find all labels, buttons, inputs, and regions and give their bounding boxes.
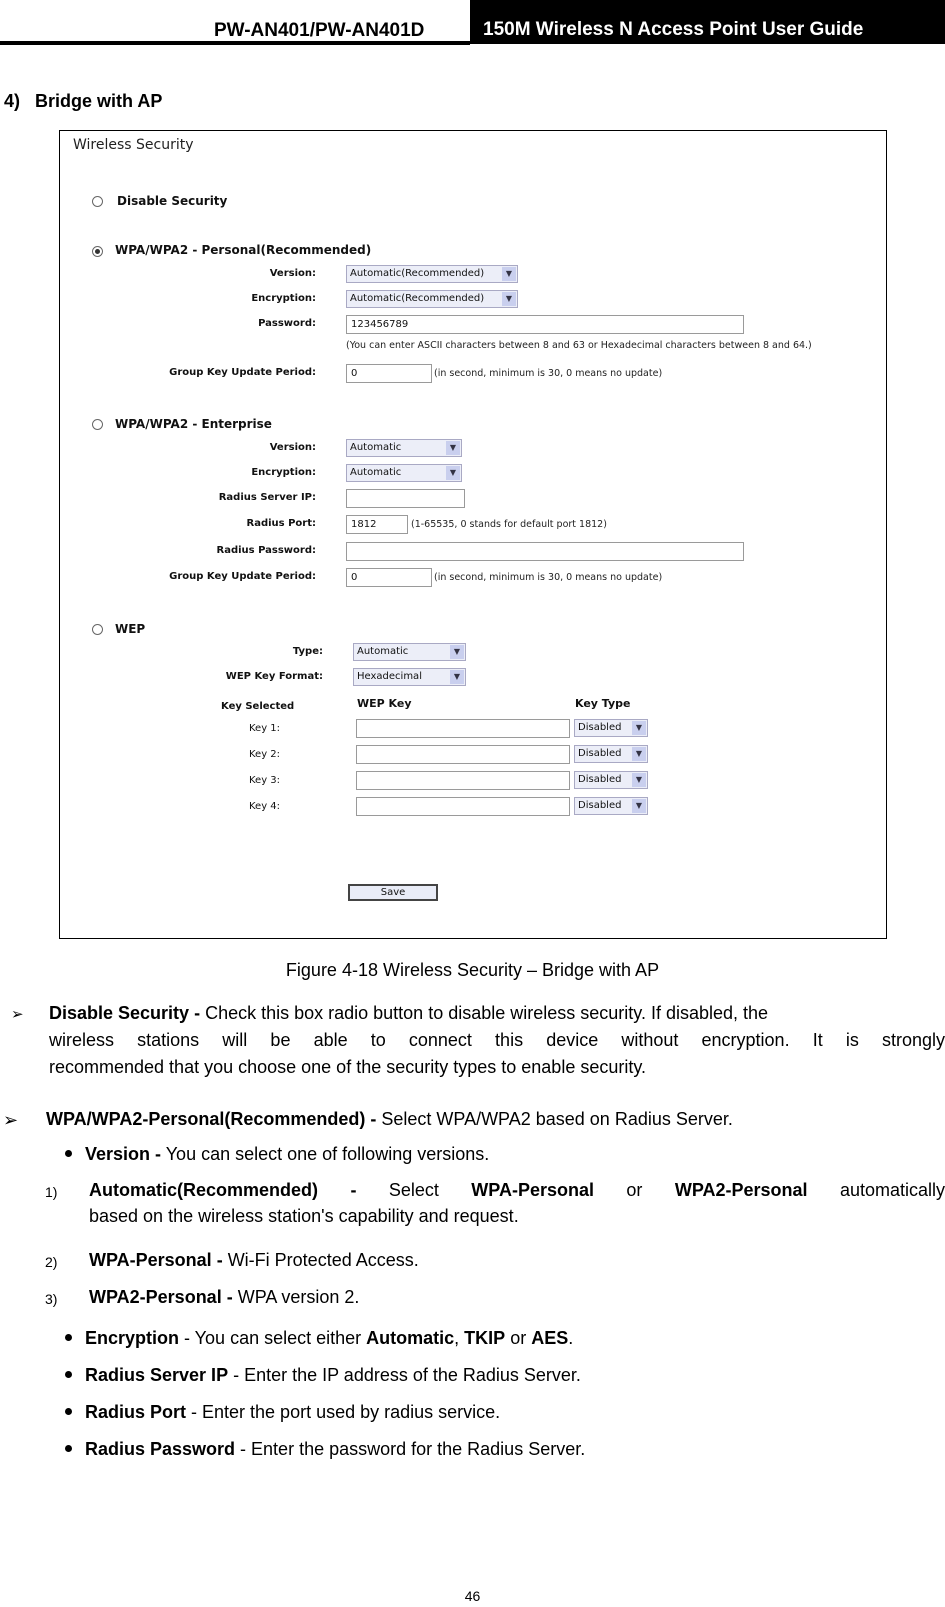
version-term: Version -: [85, 1144, 162, 1164]
disable-security-label: Disable Security: [117, 194, 228, 208]
personal-group-key-label: Group Key Update Period:: [169, 367, 316, 378]
key-type-value: Disabled: [578, 722, 622, 733]
encryption-para: [85, 1325, 573, 1351]
chevron-down-icon: ▼: [450, 670, 464, 684]
enterprise-encryption-value: Automatic: [350, 467, 402, 478]
wpa-personal-item-term: WPA-Personal -: [89, 1250, 223, 1270]
chevron-down-icon: ▼: [450, 645, 464, 659]
header-product-name: PW-AN401/PW-AN401D: [214, 20, 425, 41]
automatic-text: automatically: [807, 1180, 945, 1200]
key-type-select[interactable]: [574, 771, 648, 789]
key-type-select[interactable]: [574, 719, 648, 737]
encryption-text: - You can select either: [179, 1328, 367, 1348]
personal-encryption-select[interactable]: [346, 290, 518, 308]
wpa-enterprise-radio[interactable]: [92, 419, 103, 430]
radius-port-term: Radius Port: [85, 1402, 187, 1422]
automatic-para-line2: based on the wireless station's capability and request.: [89, 1206, 519, 1226]
radius-server-ip-label: Radius Server IP:: [218, 492, 316, 503]
aes-keyword: AES: [531, 1328, 569, 1348]
wpa2-personal-item-term: WPA2-Personal -: [89, 1287, 233, 1307]
automatic-para-line1: [89, 1177, 945, 1203]
key-type-value: Disabled: [578, 800, 622, 811]
enterprise-version-select[interactable]: [346, 439, 462, 457]
personal-encryption-value: Automatic(Recommended): [350, 293, 485, 304]
key-type-value: Disabled: [578, 774, 622, 785]
bullet-dot-icon: [65, 1150, 72, 1157]
enterprise-group-key-label: Group Key Update Period:: [169, 571, 316, 582]
wep-type-label: Type:: [292, 646, 323, 657]
wpa2-personal-item: [89, 1284, 359, 1310]
radius-server-ip-input[interactable]: [346, 489, 465, 508]
radius-port-hint: (1-65535, 0 stands for default port 1812): [411, 519, 607, 530]
radius-password-text: - Enter the password for the Radius Server.: [235, 1439, 586, 1459]
wpa-enterprise-label: WPA/WPA2 - Enterprise: [115, 417, 272, 431]
wpa-personal-item-text: Wi-Fi Protected Access.: [222, 1250, 419, 1270]
wpa-personal-para: [46, 1106, 733, 1132]
disable-security-text: Check this box radio button to disable wireless security. If disabled, the: [200, 1003, 769, 1023]
personal-password-label: Password:: [258, 318, 316, 329]
enterprise-version-value: Automatic: [350, 442, 402, 453]
chevron-down-icon: ▼: [632, 721, 646, 735]
disable-security-para-line1: [49, 1000, 945, 1026]
wep-key-input[interactable]: [356, 797, 570, 816]
key-label: Key 2:: [249, 749, 281, 760]
key-selected-header: Key Selected: [221, 701, 295, 712]
personal-group-key-input[interactable]: 0: [346, 364, 432, 383]
wep-key-column-header: WEP Key: [357, 697, 412, 710]
wpa-personal-term: WPA/WPA2-Personal(Recommended) -: [46, 1109, 377, 1129]
automatic-keyword: Automatic: [366, 1328, 455, 1348]
bullet-dot-icon: [65, 1371, 72, 1378]
wep-label: WEP: [115, 622, 146, 636]
radius-server-ip-term: Radius Server IP: [85, 1365, 229, 1385]
key-type-column-header: Key Type: [575, 697, 631, 710]
section-title: 4) Bridge with AP: [4, 91, 163, 111]
version-text: You can select one of following versions.: [161, 1144, 490, 1164]
wep-key-format-label: WEP Key Format:: [225, 671, 323, 682]
disable-security-radio[interactable]: [92, 196, 103, 207]
wep-key-format-select[interactable]: [353, 668, 466, 686]
wpa-personal-label: WPA/WPA2 - Personal(Recommended): [115, 243, 372, 257]
key-label: Key 4:: [249, 801, 281, 812]
personal-encryption-label: Encryption:: [251, 293, 316, 304]
chevron-down-icon: ▼: [632, 773, 646, 787]
radius-port-text: - Enter the port used by radius service.: [186, 1402, 501, 1422]
item-number: 1): [45, 1184, 58, 1200]
item-number: 3): [45, 1291, 58, 1307]
radius-server-ip-text: - Enter the IP address of the Radius Server.: [228, 1365, 581, 1385]
automatic-text: or: [593, 1180, 675, 1200]
automatic-term: Automatic(Recommended) -: [89, 1180, 357, 1200]
header-guide-title: 150M Wireless N Access Point User Guide: [470, 0, 945, 44]
encryption-text: ,: [454, 1328, 465, 1348]
wpa-personal-radio[interactable]: [92, 246, 103, 257]
chevron-down-icon: ▼: [502, 267, 516, 281]
enterprise-encryption-select[interactable]: [346, 464, 462, 482]
page-number: 46: [464, 1588, 481, 1604]
chevron-down-icon: ▼: [446, 441, 460, 455]
version-para: [85, 1141, 489, 1167]
chevron-down-icon: ▼: [446, 466, 460, 480]
radius-port-para: [85, 1399, 500, 1425]
enterprise-encryption-label: Encryption:: [251, 467, 316, 478]
encryption-text: or: [505, 1328, 532, 1348]
arrow-bullet-icon: ➢: [11, 1006, 24, 1023]
encryption-term: Encryption: [85, 1328, 180, 1348]
radius-port-label: Radius Port:: [246, 518, 316, 529]
chevron-down-icon: ▼: [502, 292, 516, 306]
radius-password-para: [85, 1436, 585, 1462]
personal-version-value: Automatic(Recommended): [350, 268, 485, 279]
figure-caption: Figure 4-18 Wireless Security – Bridge with AP: [285, 960, 660, 980]
arrow-bullet-icon: ➢: [3, 1110, 19, 1130]
wep-type-select[interactable]: [353, 643, 466, 661]
radius-server-ip-para: [85, 1362, 581, 1388]
wep-radio[interactable]: [92, 624, 103, 635]
personal-version-select[interactable]: [346, 265, 518, 283]
wpa-personal-text: Select WPA/WPA2 based on Radius Server.: [376, 1109, 733, 1129]
key-type-value: Disabled: [578, 748, 622, 759]
item-number: 2): [45, 1254, 58, 1270]
personal-version-label: Version:: [269, 268, 316, 279]
personal-password-input[interactable]: 123456789: [346, 315, 744, 334]
personal-group-key-hint: (in second, minimum is 30, 0 means no update): [434, 368, 663, 379]
key-type-select[interactable]: [574, 797, 648, 815]
bullet-dot-icon: [65, 1445, 72, 1452]
wep-key-input[interactable]: [356, 745, 570, 764]
wep-key-input[interactable]: [356, 771, 570, 790]
radius-port-input[interactable]: 1812: [346, 515, 408, 534]
disable-security-para-line2: wireless stations will be able to connect this device without encryption. It is strongly: [49, 1030, 945, 1050]
enterprise-group-key-input[interactable]: 0: [346, 568, 432, 587]
wep-type-value: Automatic: [357, 646, 409, 657]
wep-key-input[interactable]: [356, 719, 570, 738]
wpa-personal-item: [89, 1247, 419, 1273]
personal-password-hint: (You can enter ASCII characters between 8 and 63 or Hexadecimal characters between 8 and 64.): [346, 340, 812, 351]
chevron-down-icon: ▼: [632, 747, 646, 761]
key-label: Key 3:: [249, 775, 281, 786]
header-rule: [0, 41, 470, 45]
wpa2-personal-item-text: WPA version 2.: [232, 1287, 360, 1307]
chevron-down-icon: ▼: [632, 799, 646, 813]
encryption-text: .: [568, 1328, 574, 1348]
save-button[interactable]: Save: [348, 884, 438, 901]
disable-security-term: Disable Security -: [49, 1003, 201, 1023]
wpa2-personal-keyword: WPA2-Personal: [674, 1180, 808, 1200]
key-label: Key 1:: [249, 723, 281, 734]
radius-password-label: Radius Password:: [216, 545, 316, 556]
radius-password-term: Radius Password: [85, 1439, 236, 1459]
enterprise-version-label: Version:: [269, 442, 316, 453]
key-type-select[interactable]: [574, 745, 648, 763]
enterprise-group-key-hint: (in second, minimum is 30, 0 means no update): [434, 572, 663, 583]
wireless-security-screenshot: [59, 130, 887, 939]
panel-title: Wireless Security: [73, 137, 194, 153]
radius-password-input[interactable]: [346, 542, 744, 561]
automatic-text: Select: [356, 1180, 472, 1200]
wep-key-format-value: Hexadecimal: [357, 671, 422, 682]
wpa-personal-keyword: WPA-Personal: [471, 1180, 594, 1200]
bullet-dot-icon: [65, 1408, 72, 1415]
disable-security-para-line3: recommended that you choose one of the security types to enable security.: [49, 1057, 647, 1077]
bullet-dot-icon: [65, 1334, 72, 1341]
tkip-keyword: TKIP: [464, 1328, 506, 1348]
